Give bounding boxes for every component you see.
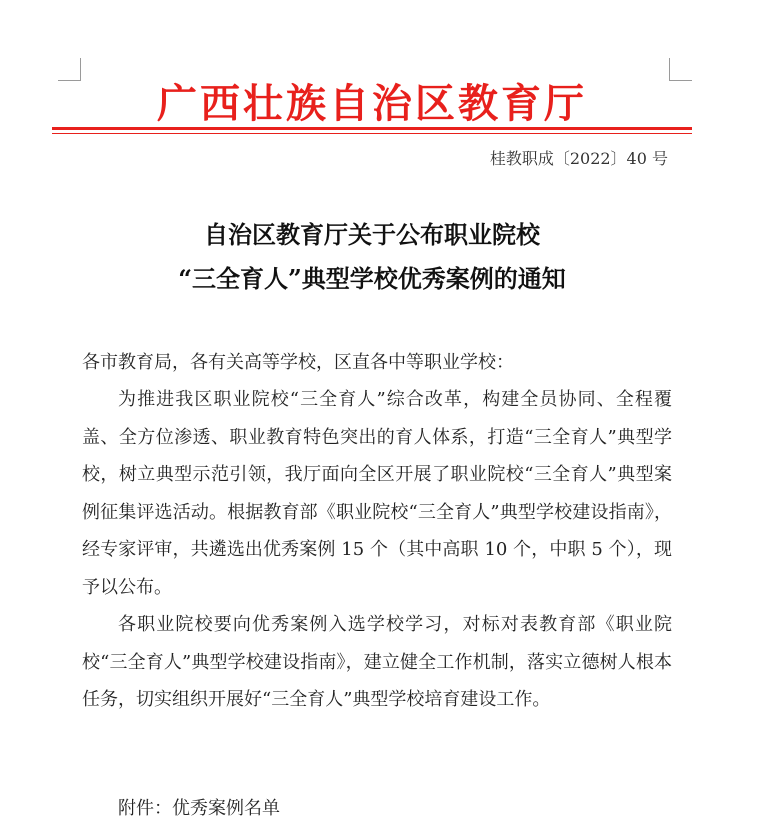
body-paragraph-2: 各职业院校要向优秀案例入选学校学习，对标对表教育部《职业院校“三全育人”典型学校建设指南》，建立健全工作机制，落实立德树人根本任务，切实组织开展好“三全育人”典型学校培育建设工作。: [82, 614, 672, 710]
salutation: 各市教育局，各有关高等学校，区直各中等职业学校：: [82, 352, 514, 373]
document-title: [52, 213, 692, 301]
document-title-line-2: “三全育人”典型学校优秀案例的通知: [178, 264, 566, 293]
issuing-agency-title: 广西壮族自治区教育厅: [157, 80, 587, 127]
attachment-line: 附件：优秀案例名单: [118, 798, 280, 819]
red-header-rule: [52, 127, 692, 130]
document-title-line-1: 自治区教育厅关于公布职业院校: [204, 220, 540, 249]
body-paragraph-1: 为推进我区职业院校“三全育人”综合改革，构建全员协同、全程覆盖、全方位渗透、职业教育特色突出的育人体系，打造“三全育人”典型学校，树立典型示范引领，我厅面向全区开展了职业院校“三全育人”典型案例征集评选活动。根据教育部《职业院校“三全育人”典型学校建设指南》，经专家评审，共遴选出优秀案例 15 个（其中高职 10 个，中职 5 个），现予以公布。: [82, 389, 672, 598]
red-header-rule-thin: [52, 133, 692, 134]
document-number: 桂教职成〔2022〕40 号: [489, 149, 668, 168]
